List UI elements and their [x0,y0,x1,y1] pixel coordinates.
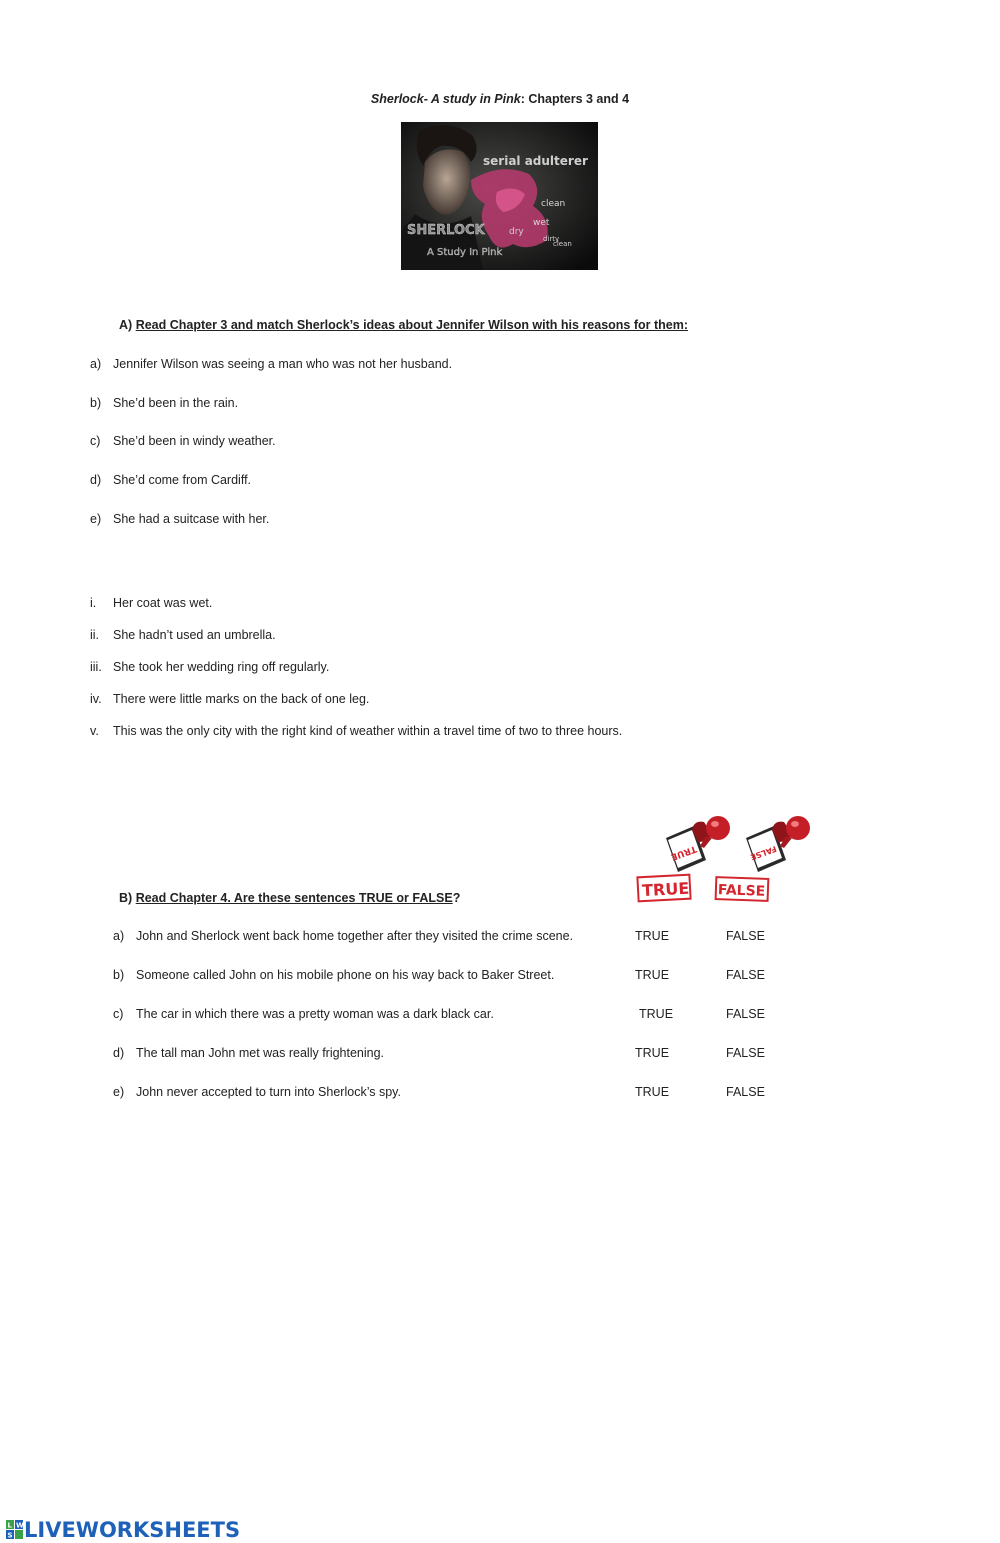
reason-text: Her coat was wet. [113,596,213,610]
reason-item-ii [90,628,276,642]
tf-label: d) [113,1046,125,1060]
false-stamp-word: FALSE [717,882,766,900]
section-a-prefix: A) [119,318,133,332]
tf-label: b) [113,968,125,982]
idea-label: c) [90,434,101,448]
tf-text: John and Sherlock went back home together after they visited the crime scene. [136,929,574,943]
liveworksheets-logo-icon [6,1520,24,1540]
false-option-c[interactable]: FALSE [726,1007,765,1021]
idea-item-a [90,357,452,371]
true-false-stamps-image [636,816,814,906]
section-a-heading [119,318,688,332]
idea-text: She’d been in the rain. [113,396,239,410]
idea-item-d [90,473,251,487]
title-italic: Sherlock- A study in Pink [370,92,521,106]
tf-text: Someone called John on his mobile phone on his way back to Baker Street. [136,968,555,982]
tf-label: a) [113,929,125,943]
poster-word-study: A Study In Pink [427,247,503,258]
idea-text: She’d come from Cardiff. [113,473,252,487]
svg-text:W: W [16,1521,24,1530]
liveworksheets-footer [6,1518,240,1542]
true-stamp-icon [666,816,730,872]
worksheet-title [0,92,1000,106]
poster-word-serial: serial adulterer [483,154,588,168]
section-b-heading-text: Read Chapter 4. Are these sentences TRUE or FALSE [135,891,453,905]
tf-text: The car in which there was a pretty woman was a dark black car. [136,1007,494,1021]
true-option-d[interactable]: TRUE [635,1046,670,1060]
svg-text:L: L [7,1521,12,1530]
reason-item-iv [90,692,369,706]
true-stamp-word: TRUE [641,878,690,901]
false-option-a[interactable]: FALSE [726,929,765,943]
reason-label: iv. [90,692,102,706]
false-stamp-mirror: FALSE [749,844,778,862]
idea-text: She’d been in windy weather. [113,434,276,448]
idea-item-c [90,434,276,448]
false-option-d[interactable]: FALSE [726,1046,765,1060]
idea-text: Jennifer Wilson was seeing a man who was not her husband. [113,357,453,371]
false-option-b[interactable]: FALSE [726,968,765,982]
section-b-heading-end: ? [452,891,461,905]
reason-item-iii [90,660,329,674]
tf-item-e [113,1085,401,1099]
reason-label: ii. [90,628,100,642]
idea-item-b [90,396,238,410]
reason-label: iii. [90,660,102,674]
reason-label: i. [90,596,97,610]
reason-text: She took her wedding ring off regularly. [113,660,330,674]
tf-item-c [113,1007,494,1021]
title-rest: : Chapters 3 and 4 [520,92,630,106]
reason-label: v. [90,724,99,738]
idea-item-e [90,512,269,526]
section-b-prefix: B) [119,891,133,905]
sherlock-poster-image [401,122,598,270]
tf-label: e) [113,1085,125,1099]
reason-item-v [90,724,622,738]
poster-word-clean-2: clean [553,240,572,248]
true-option-b[interactable]: TRUE [635,968,670,982]
true-option-a[interactable]: TRUE [635,929,670,943]
tf-item-a [113,929,573,943]
poster-word-dirty: dirty [543,235,560,243]
tf-text: John never accepted to turn into Sherlock’s spy. [136,1085,401,1099]
idea-text: She had a suitcase with her. [113,512,270,526]
poster-word-wet: wet [533,218,550,228]
poster-word-dry: dry [509,227,524,237]
tf-text: The tall man John met was really frightening. [136,1046,385,1060]
true-stamp-mirror: TRUE [669,843,698,862]
section-b-heading [119,891,460,905]
false-option-e[interactable]: FALSE [726,1085,765,1099]
false-stamp-icon [746,816,810,872]
tf-label: c) [113,1007,124,1021]
idea-label: a) [90,357,102,371]
reason-text: She hadn’t used an umbrella. [113,628,276,642]
idea-label: d) [90,473,102,487]
idea-label: e) [90,512,102,526]
true-option-e[interactable]: TRUE [635,1085,670,1099]
tf-item-d [113,1046,384,1060]
poster-word-clean: clean [541,199,566,209]
true-option-c[interactable]: TRUE [639,1007,674,1021]
poster-word-sherlock: SHERLOCK [407,223,485,238]
reason-item-i [90,596,212,610]
reason-text: There were little marks on the back of one leg. [113,692,370,706]
idea-label: b) [90,396,102,410]
liveworksheets-brand[interactable]: LIVEWORKSHEETS [24,1518,241,1542]
section-a-heading-text: Read Chapter 3 and match Sherlock’s ideas about Jennifer Wilson with his reasons for them: [135,318,689,332]
reason-text: This was the only city with the right kind of weather within a travel time of two to three hours. [113,724,623,738]
svg-text:S: S [7,1531,13,1540]
tf-item-b [113,968,554,982]
